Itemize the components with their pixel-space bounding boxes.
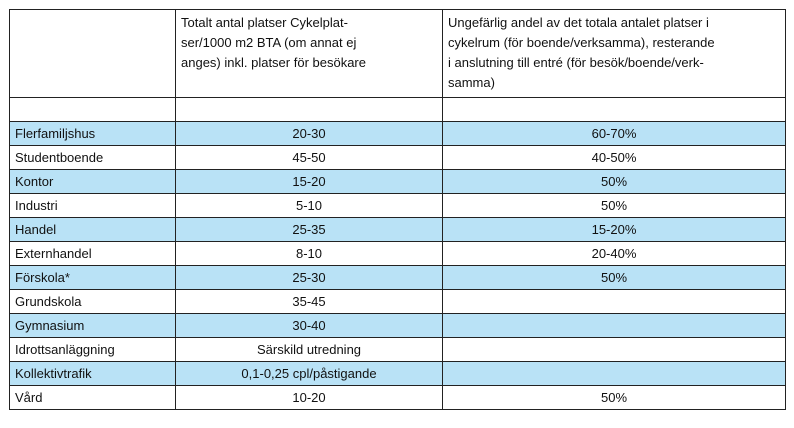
building-type-cell: Kontor — [10, 170, 176, 194]
building-type-cell: Handel — [10, 218, 176, 242]
table-row — [10, 338, 786, 362]
share-cell: 15-20% — [443, 218, 786, 242]
total-spaces-cell: 5-10 — [176, 194, 443, 218]
table-row — [10, 362, 786, 386]
share-cell — [443, 314, 786, 338]
share-cell — [443, 362, 786, 386]
bicycle-parking-table — [9, 9, 786, 410]
building-type-cell: Grundskola — [10, 290, 176, 314]
table-row — [10, 386, 786, 410]
table-row — [10, 194, 786, 218]
total-spaces-cell: 10-20 — [176, 386, 443, 410]
header-cell-type — [10, 10, 176, 98]
total-spaces-cell: 35-45 — [176, 290, 443, 314]
building-type-cell: Externhandel — [10, 242, 176, 266]
empty-cell — [443, 98, 786, 122]
header-share-line: samma) — [448, 75, 495, 90]
building-type-cell: Idrottsanläggning — [10, 338, 176, 362]
header-cell-share — [443, 10, 786, 98]
header-total-line: anges) inkl. platser för besökare — [181, 55, 366, 70]
share-cell: 40-50% — [443, 146, 786, 170]
share-cell: 50% — [443, 266, 786, 290]
table-header-row — [10, 10, 786, 98]
share-cell: 60-70% — [443, 122, 786, 146]
total-spaces-cell: 8-10 — [176, 242, 443, 266]
building-type-cell: Studentboende — [10, 146, 176, 170]
total-spaces-cell: 25-35 — [176, 218, 443, 242]
building-type-cell: Industri — [10, 194, 176, 218]
table-row — [10, 146, 786, 170]
total-spaces-cell: 0,1-0,25 cpl/påstigande — [176, 362, 443, 386]
building-type-cell: Flerfamiljshus — [10, 122, 176, 146]
total-spaces-cell: 20-30 — [176, 122, 443, 146]
total-spaces-cell: 15-20 — [176, 170, 443, 194]
share-cell — [443, 290, 786, 314]
empty-cell — [10, 98, 176, 122]
total-spaces-cell: 30-40 — [176, 314, 443, 338]
building-type-cell: Gymnasium — [10, 314, 176, 338]
header-cell-total — [176, 10, 443, 98]
table-row — [10, 122, 786, 146]
empty-cell — [176, 98, 443, 122]
share-cell: 50% — [443, 170, 786, 194]
header-share-line: Ungefärlig andel av det totala antalet platser i — [448, 15, 709, 30]
share-cell — [443, 338, 786, 362]
header-total-line: Totalt antal platser Cykelplat- — [181, 15, 348, 30]
building-type-cell: Förskola* — [10, 266, 176, 290]
header-share-line: cykelrum (för boende/verksamma), resterande — [448, 35, 715, 50]
building-type-cell: Kollektivtrafik — [10, 362, 176, 386]
share-cell: 50% — [443, 386, 786, 410]
header-share-line: i anslutning till entré (för besök/boende/verk- — [448, 55, 704, 70]
table-row — [10, 242, 786, 266]
table-row — [10, 218, 786, 242]
table-row — [10, 170, 786, 194]
header-total-line: ser/1000 m2 BTA (om annat ej — [181, 35, 357, 50]
empty-row — [10, 98, 786, 122]
total-spaces-cell: Särskild utredning — [176, 338, 443, 362]
total-spaces-cell: 25-30 — [176, 266, 443, 290]
total-spaces-cell: 45-50 — [176, 146, 443, 170]
table-row — [10, 266, 786, 290]
share-cell: 20-40% — [443, 242, 786, 266]
share-cell: 50% — [443, 194, 786, 218]
table-row — [10, 290, 786, 314]
building-type-cell: Vård — [10, 386, 176, 410]
table-row — [10, 314, 786, 338]
